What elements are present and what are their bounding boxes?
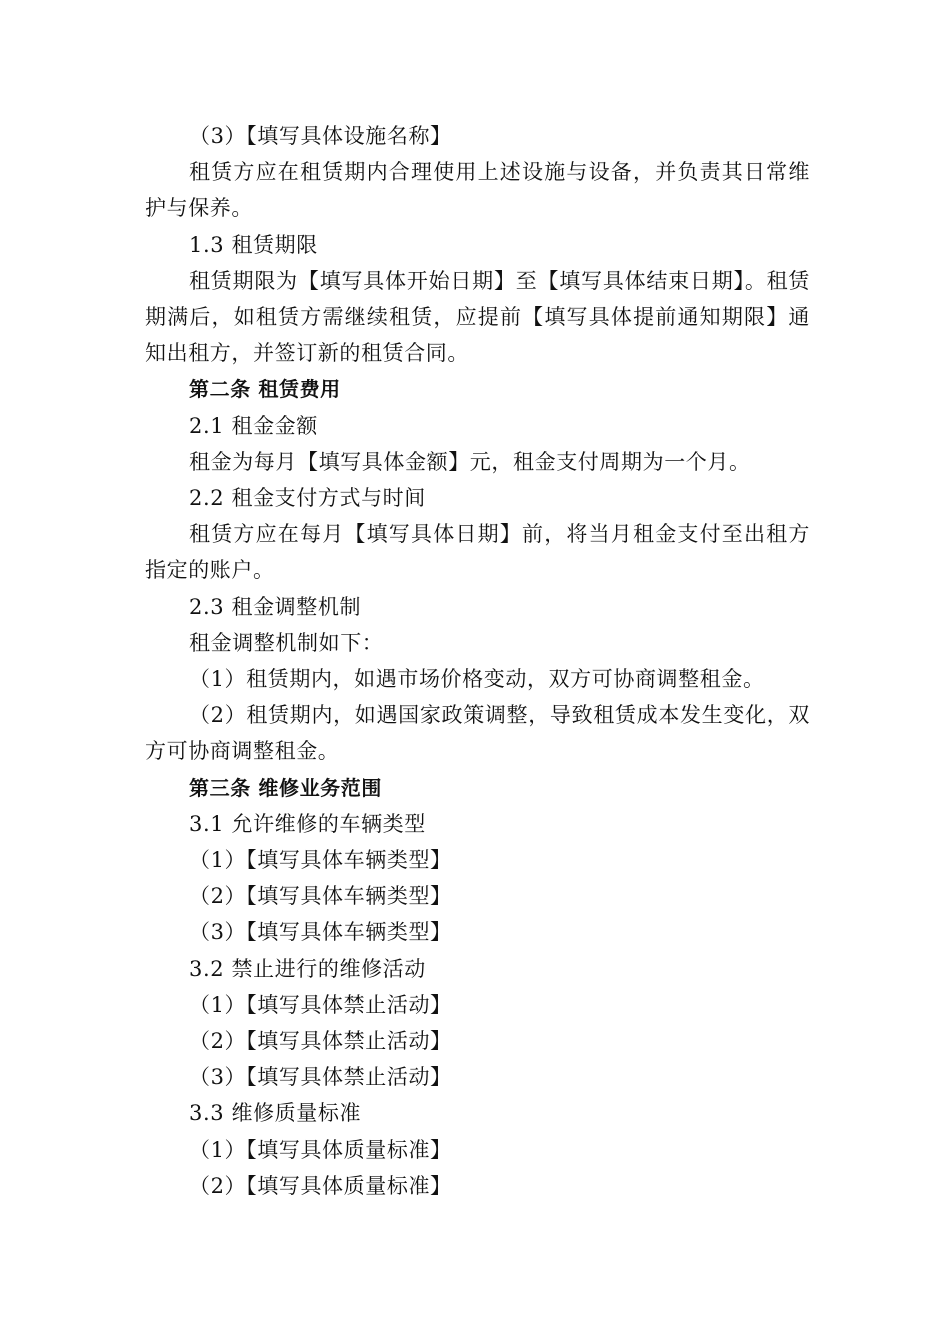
section-2-3-heading: 2.3 租金调整机制 — [189, 594, 362, 619]
section-3-1-heading: 3.1 允许维修的车辆类型 — [189, 811, 426, 836]
quality-standard-item-1: （1）【填写具体质量标准】 — [189, 1137, 452, 1162]
section-2-1-heading: 2.1 租金金额 — [189, 413, 318, 438]
payment-paragraph: 租赁方应在每月【填写具体日期】前，将当月租金支付至出租方指定的账户。 — [145, 522, 810, 583]
prohibited-activity-item-2: （2）【填写具体禁止活动】 — [189, 1029, 452, 1054]
adjustment-item-1: （1）租赁期内，如遇市场价格变动，双方可协商调整租金。 — [189, 667, 765, 692]
prohibited-activity-item-1: （1）【填写具体禁止活动】 — [189, 992, 452, 1017]
vehicle-type-item-1: （1）【填写具体车辆类型】 — [189, 848, 452, 873]
facility-usage-paragraph: 租赁方应在租赁期内合理使用上述设施与设备，并负责其日常维护与保养。 — [145, 160, 810, 221]
document-body — [145, 118, 810, 1204]
quality-standard-item-2: （2）【填写具体质量标准】 — [189, 1173, 452, 1198]
facility-item-3: （3）【填写具体设施名称】 — [189, 124, 452, 148]
rent-amount-paragraph: 租金为每月【填写具体金额】元，租金支付周期为一个月。 — [189, 449, 751, 474]
prohibited-activity-item-3: （3）【填写具体禁止活动】 — [189, 1065, 452, 1090]
vehicle-type-item-2: （2）【填写具体车辆类型】 — [189, 884, 452, 909]
section-3-3-heading: 3.3 维修质量标准 — [189, 1101, 362, 1126]
section-2-2-heading: 2.2 租金支付方式与时间 — [189, 486, 426, 511]
section-1-3-heading: 1.3 租赁期限 — [189, 232, 318, 257]
lease-term-paragraph: 租赁期限为【填写具体开始日期】至【填写具体结束日期】。租赁期满后，如租赁方需继续租赁，应提前【填写具体提前通知期限】通知出租方，并签订新的租赁合同。 — [145, 268, 810, 366]
article-3-title: 第三条 维修业务范围 — [189, 775, 382, 800]
adjustment-intro: 租金调整机制如下： — [189, 630, 384, 655]
adjustment-item-2: （2）租赁期内，如遇国家政策调整，导致租赁成本发生变化，双方可协商调整租金。 — [145, 703, 810, 764]
article-2-title: 第二条 租赁费用 — [189, 377, 341, 402]
vehicle-type-item-3: （3）【填写具体车辆类型】 — [189, 920, 452, 945]
section-3-2-heading: 3.2 禁止进行的维修活动 — [189, 956, 426, 981]
